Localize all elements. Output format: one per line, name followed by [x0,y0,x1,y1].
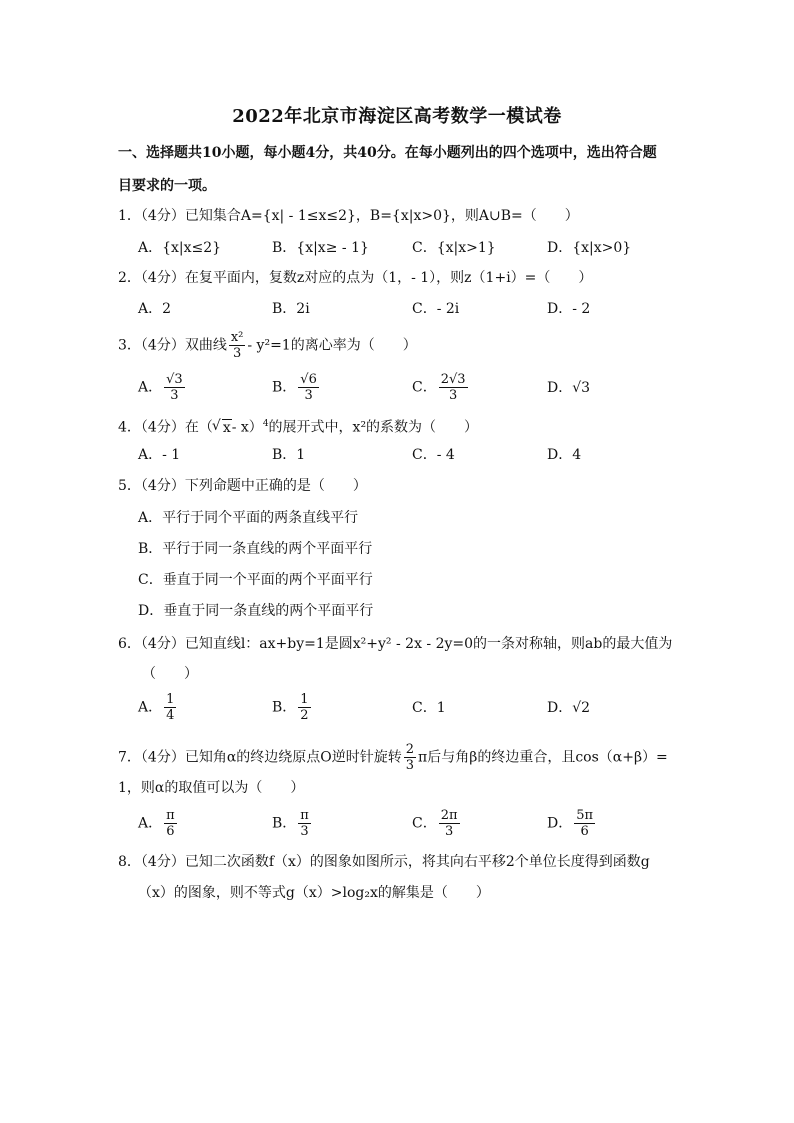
exam-title: 2022年北京市海淀区高考数学一模试卷 [232,106,562,127]
q1-set-b: B={x|x>0}，则 [369,208,479,224]
q7-prefix: 7．（4分）已知角α的终边绕原点O逆时针旋转 [118,749,402,766]
q3-option-c-label: C． [412,379,437,396]
q3-option-b-label: B． [272,379,297,396]
q4-power: 4 [262,419,269,429]
q3-option-d [547,378,590,398]
q7-option-d-denominator: 6 [580,824,589,839]
q3-option-a-label: A． [138,379,163,396]
q3-fraction-denominator: 3 [232,346,242,361]
q7-option-a-label: A． [138,815,163,832]
q6-option-a-denominator: 4 [166,708,175,723]
q3-option-a-denominator: 3 [170,388,179,403]
q4-option-a: A．- 1 [138,447,181,463]
question-5: 5．（4分）下列命题中正确的是（ ） [118,478,367,494]
q1-number: 1．（4分）已知集合 [118,208,241,224]
q6-option-a-fraction [164,692,176,723]
q3-option-c-denominator: 3 [448,388,458,403]
q4-sqrt [213,418,232,438]
question-2: 2．（4分）在复平面内，复数z对应的点为（1，- 1），则z（1+i）=（ ） [118,270,593,286]
q7-option-c [412,808,462,839]
q3-option-c [412,372,470,403]
q7-option-c-label: C． [412,815,437,832]
q7-fraction-denominator: 3 [405,758,415,773]
q7-fraction-numerator: 2 [405,742,415,757]
q5-option-b: B．平行于同一条直线的两个平面平行 [138,541,373,557]
q3-fraction [229,330,246,361]
q1-option-d: D．{x|x>0} [547,240,632,256]
q3-option-b-fraction [298,372,319,403]
section-heading-line2: 目要求的一项。 [118,178,216,194]
q1-tail: A∪B=（ ） [478,208,579,224]
q6-option-b [272,692,313,723]
q7-option-b-numerator: π [300,808,309,823]
q4-option-d: D．4 [547,447,582,463]
q3-fraction-numerator: x² [230,330,244,345]
q7-option-a-fraction [164,808,177,839]
q2-option-d: D．- 2 [547,301,591,317]
question-4 [118,414,478,438]
q7-option-b-denominator: 3 [300,824,309,839]
q4-option-b: B．1 [272,447,306,463]
q7-option-a [138,808,179,839]
q3-option-c-fraction [439,372,468,403]
q4-prefix: 4．（4分）在（ [118,419,213,436]
q7-option-d-fraction [574,808,595,839]
q6-option-c: C．1 [412,700,446,716]
q1-option-a: A．{x|x≤2} [138,240,222,256]
q3-option-d-value: √3 [572,380,591,396]
q3-option-a-fraction [164,372,185,403]
q5-option-d: D．垂直于同一条直线的两个平面平行 [138,603,374,619]
q3-option-a-numerator: √3 [166,372,183,387]
q7-option-d-label: D． [547,815,573,832]
q4-suffix: 的展开式中，x²的系数为（ ） [268,419,479,436]
question-6-line2: （ ） [142,666,198,682]
q3-suffix: - y²=1的离心率为（ ） [247,337,417,354]
q7-option-b [272,808,313,839]
q6-option-d [547,698,590,718]
q2-option-c: C．- 2i [412,301,460,317]
q6-option-d-label: D． [547,700,573,716]
q7-option-c-numerator: 2π [440,808,458,823]
question-8-line2: （x）的图象，则不等式g（x）>log₂x的解集是（ ） [138,885,490,901]
q2-option-b: B．2i [272,301,310,317]
question-8-line1: 8．（4分）已知二次函数f（x）的图象如图所示，将其向右平移2个单位长度得到函数g [118,854,650,870]
question-1 [118,206,579,226]
question-6-line1: 6．（4分）已知直线l：ax+by=1是圆x²+y² - 2x - 2y=0的一条对称轴，则ab的最大值为 [118,636,673,652]
q6-option-b-fraction [298,692,310,723]
q5-option-a: A．平行于同个平面的两条直线平行 [138,510,359,526]
q7-option-b-label: B． [272,815,297,832]
question-7-line2: 1，则α的取值可以为（ ） [118,780,305,796]
q4-mid: - x） [231,419,263,436]
q7-option-a-numerator: π [166,808,175,823]
q7-option-d-numerator: 5π [576,808,594,823]
q7-option-c-denominator: 3 [444,824,454,839]
q7-fraction [404,742,416,773]
q6-option-a-numerator: 1 [166,692,175,707]
q2-option-a: A．2 [138,301,172,317]
q6-option-d-value: √2 [572,700,591,716]
question-3 [118,330,417,361]
q4-radicand: x [222,419,231,436]
q6-option-b-denominator: 2 [300,708,309,723]
q3-option-d-label: D． [547,380,573,396]
question-7-line1 [118,742,668,773]
q3-option-b-denominator: 3 [304,388,313,403]
q7-option-c-fraction [439,808,460,839]
q1-option-c: C．{x|x>1} [412,240,496,256]
q3-option-b [272,372,321,403]
q1-option-b: B．{x|x≥ - 1} [272,240,369,256]
q6-option-a [138,692,178,723]
radical-sign-icon: √ [211,417,221,434]
q6-option-b-label: B． [272,699,297,716]
q4-option-c: C．- 4 [412,447,455,463]
q3-option-b-numerator: √6 [300,372,317,387]
section-heading-line1: 一、选择题共10小题，每小题4分，共40分。在每小题列出的四个选项中，选出符合题 [118,145,657,161]
q7-suffix: π后与角β的终边重合，且cos（α+β）= [418,749,668,766]
q6-option-a-label: A． [138,699,163,716]
q5-option-c: C．垂直于同一个平面的两个平面平行 [138,572,373,588]
q3-prefix: 3．（4分）双曲线 [118,337,227,354]
q6-option-b-numerator: 1 [300,692,309,707]
q1-set-a: A={x| - 1≤x≤2}， [240,208,370,224]
q7-option-d [547,808,597,839]
q3-option-a [138,372,187,403]
q3-option-c-numerator: 2√3 [440,372,466,387]
q7-option-b-fraction [298,808,311,839]
q7-option-a-denominator: 6 [166,824,175,839]
